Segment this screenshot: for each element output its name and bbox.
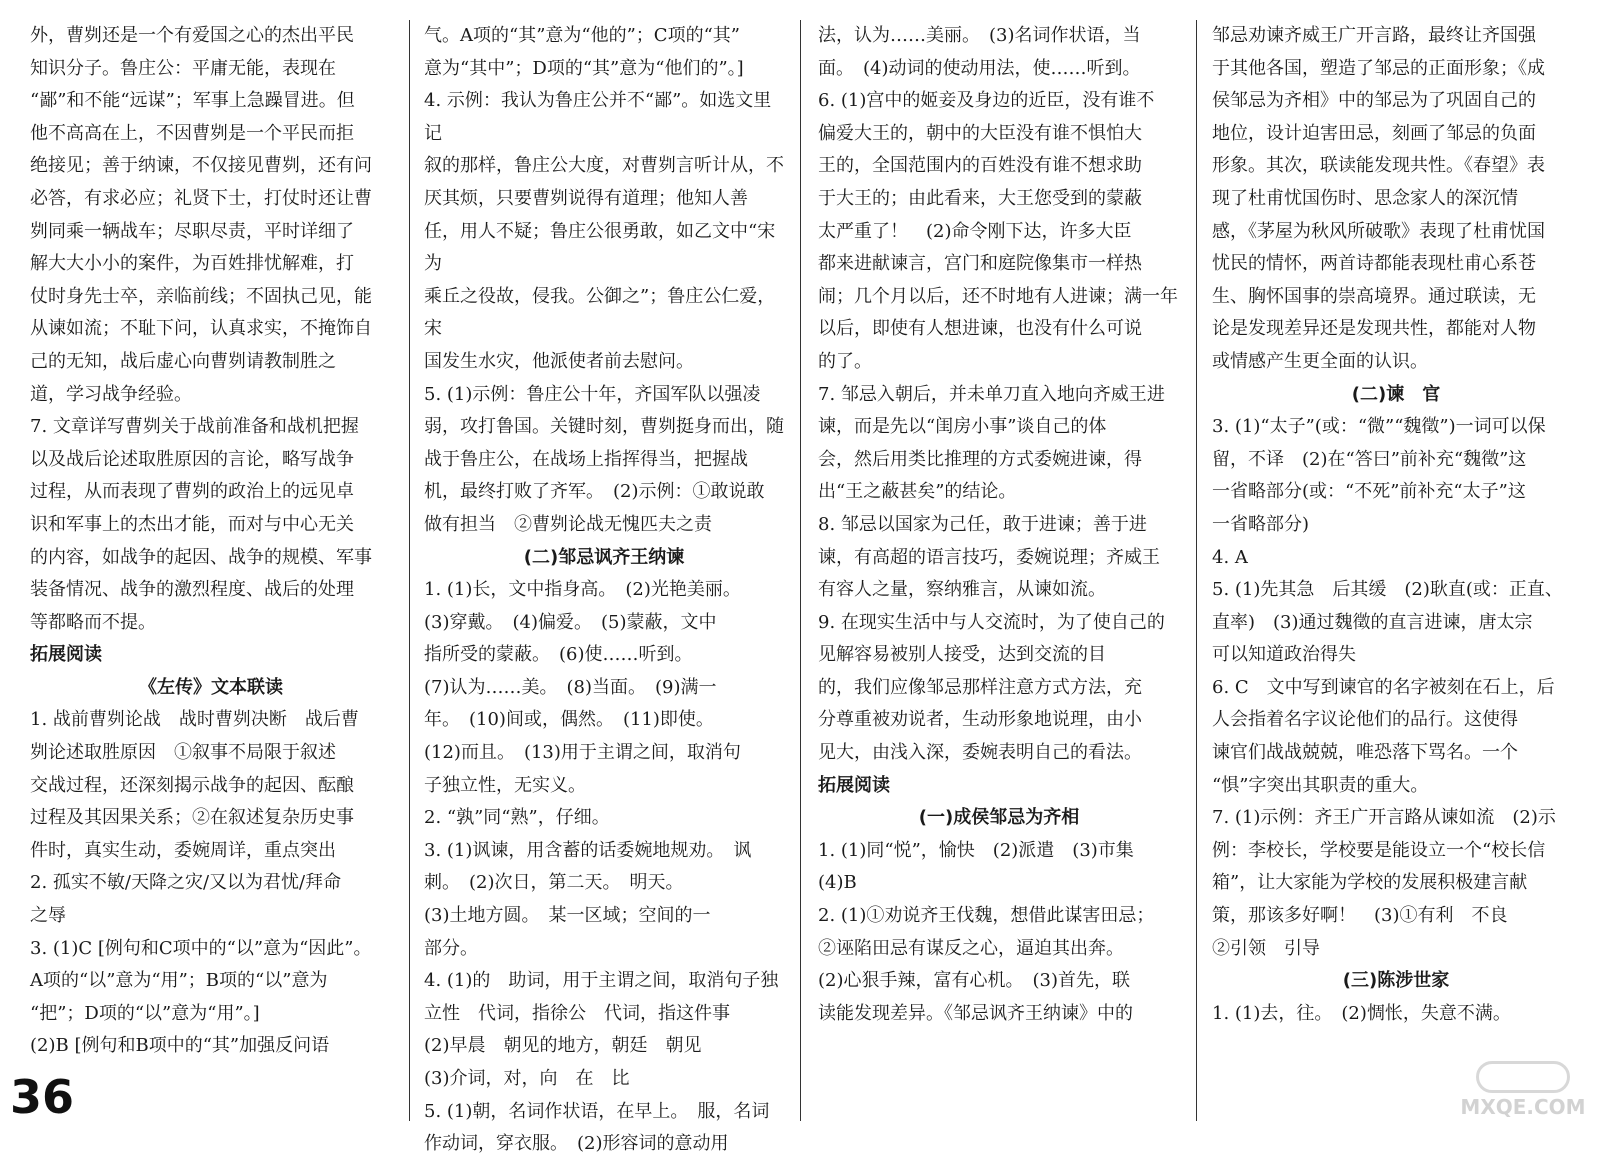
text-line: A项的“以”意为“用”；B项的“以”意为 [30, 970, 328, 992]
text-line: 以后，即使有人想进谏，也没有什么可说 [818, 318, 1142, 340]
text-line: 现了杜甫忧国伤时、思念家人的深沉情 [1212, 187, 1518, 209]
text-line: 以及战后论述取胜原因的言论，略写战争 [30, 448, 354, 470]
text-line: (2)心狠手辣，富有心机。 (3)首先，联 [818, 970, 1130, 992]
text-line: 见解容易被别人接受，达到交流的目 [818, 644, 1106, 666]
text-line: 侯邹忌为齐相》中的邹忌为了巩固自己的 [1212, 90, 1536, 112]
text-line: 识和军事上的杰出才能，而对与中心无关 [30, 513, 354, 535]
text-line: 1. (1)去，往。 (2)惆怅，失意不满。 [1212, 1002, 1511, 1024]
section-heading: (一)成侯邹忌为齐相 [918, 807, 1080, 829]
text-line: 过程，从而表现了曹刿的政治上的远见卓 [30, 481, 354, 503]
text-line: 5. (1)先其急 后其缓 (2)耿直(或：正直、 [1212, 579, 1563, 601]
text-line: 装备情况、战争的激烈程度、战后的处理 [30, 579, 354, 601]
page-number: 36 [10, 1070, 75, 1124]
text-line: (3)土地方圆。 某一区域；空间的一 [424, 905, 711, 927]
column-divider [800, 20, 801, 1121]
text-line: 1. 战前曹刿论战 战时曹刿决断 战后曹 [30, 709, 359, 731]
text-line: 年。 (10)间或，偶然。 (11)即使。 [424, 709, 714, 731]
text-line: 指所受的蒙蔽。 (6)使……听到。 [424, 644, 693, 666]
text-line: 战于鲁庄公，在战场上指挥得当，把握战 [424, 448, 748, 470]
text-line: “鄙”和不能“远谋”；军事上急躁冒进。但 [30, 90, 355, 112]
text-line: 过程及其因果关系；②在叙述复杂历史事 [30, 807, 354, 829]
text-line: 于其他各国，塑造了邹忌的正面形象；《成 [1212, 57, 1545, 79]
text-line: 刺。 (2)次日，第二天。 明天。 [424, 872, 684, 894]
text-line: (12)而且。 (13)用于主谓之间，取消句 [424, 742, 741, 764]
text-line: 闹；几个月以后，还不时地有人进谏；满一年 [818, 285, 1178, 307]
text-line: ②引领 引导 [1212, 937, 1320, 959]
text-line: 己的无知，战后虚心向曹刿请教制胜之 [30, 350, 336, 372]
text-line: 太严重了！ (2)命令刚下达，许多大臣 [818, 220, 1132, 242]
section-label: 拓展阅读 [818, 774, 890, 796]
text-line: 的了。 [818, 350, 872, 372]
text-line: 直率) (3)通过魏徵的直言进谏，唐太宗 [1212, 611, 1533, 633]
text-line: 任，用人不疑；鲁庄公很勇敢，如乙文中“宋为 [424, 220, 776, 275]
text-line: 2. 孤实不敏/天降之灾/又以为君忧/拜命 [30, 872, 342, 894]
section-heading: (二)邹忌讽齐王纳谏 [523, 546, 685, 568]
text-line: 厌其烦，只要曹刿说得有道理；他知人善 [424, 187, 748, 209]
watermark-icon [1476, 1061, 1570, 1093]
text-line: (3)穿戴。 (4)偏爱。 (5)蒙蔽，文中 [424, 611, 717, 633]
text-line: 3. (1)“太子”(或：“微”“魏徵”)一词可以保 [1212, 416, 1546, 438]
text-line: 仗时身先士卒，亲临前线；不固执己见，能 [30, 285, 372, 307]
text-line: 人会指着名字议论他们的品行。这使得 [1212, 709, 1518, 731]
column-1 [30, 20, 392, 1063]
text-line: 偏爱大王的，朝中的大臣没有谁不惧怕大 [818, 122, 1142, 144]
text-line: 一省略部分(或：“不死”前补充“太子”这 [1212, 481, 1526, 503]
text-line: 7. (1)示例：齐王广开言路从谏如流 (2)示 [1212, 807, 1556, 829]
text-line: 2. (1)①劝说齐王伐魏，想借此谋害田忌； [818, 905, 1155, 927]
text-line: (3)介词，对，向 在 比 [424, 1068, 630, 1089]
text-line: 论是发现差异还是发现共性，都能对人物 [1212, 318, 1536, 340]
text-line: 知识分子。鲁庄公：平庸无能，表现在 [30, 57, 336, 79]
text-line: 读能发现差异。《邹忌讽齐王纳谏》中的 [818, 1002, 1133, 1024]
text-line: 之辱 [30, 905, 66, 927]
text-line: 的内容，如战争的起因、战争的规模、军事 [30, 546, 372, 568]
watermark-logo [1460, 1061, 1586, 1119]
text-line: 于大王的；由此看来，大王您受到的蒙蔽 [818, 187, 1142, 209]
text-line: 3. (1)C [例句和C项中的“以”意为“因此”。 [30, 937, 372, 959]
text-line: (7)认为……美。 (8)当面。 (9)满一 [424, 676, 717, 698]
text-line: 5. (1)示例：鲁庄公十年，齐国军队以强凌 [424, 383, 761, 405]
text-line: 刿同乘一辆战车；尽职尽责，平时详细了 [30, 220, 354, 242]
text-line: 绝接见；善于纳谏，不仅接见曹刿，还有问 [30, 155, 372, 177]
section-heading: (三)陈涉世家 [1342, 970, 1450, 992]
text-line: 刿论述取胜原因 ①叙事不局限于叙述 [30, 742, 336, 764]
text-line: 面。 (4)动词的使动用法，使……听到。 [818, 57, 1141, 79]
text-line: 做有担当 ②曹刿论战无愧匹夫之责 [424, 513, 712, 535]
text-line: 道，学习战争经验。 [30, 383, 192, 405]
text-line: 谏，而是先以“闺房小事”谈自己的体 [818, 416, 1107, 438]
text-line: 忧民的情怀，两首诗都能表现杜甫心系苍 [1212, 253, 1536, 275]
column-divider [1196, 20, 1197, 1121]
text-line: 1. (1)长，文中指身高。 (2)光艳美丽。 [424, 579, 741, 601]
text-line: 部分。 [424, 937, 478, 959]
text-line: 谏，有高超的语言技巧，委婉说理；齐威王 [818, 546, 1160, 568]
text-line: 见大，由浅入深，委婉表明自己的看法。 [818, 742, 1142, 764]
text-line: 8. 邹忌以国家为己任，敢于进谏；善于进 [818, 513, 1147, 535]
text-line: 6. (1)宫中的姬妾及身边的近臣，没有谁不 [818, 90, 1155, 112]
text-line: 叙的那样，鲁庄公大度，对曹刿言听计从，不 [424, 155, 784, 177]
text-line: 交战过程，还深刻揭示战争的起因、酝酿 [30, 774, 354, 796]
text-line: 谏官们战战兢兢，唯恐落下骂名。一个 [1212, 742, 1518, 764]
text-line: 7. 邹忌入朝后，并未单刀直入地向齐威王进 [818, 383, 1165, 405]
text-line: 或情感产生更全面的认识。 [1212, 350, 1428, 372]
text-line: 解大大小小的案件，为百姓排忧解难，打 [30, 253, 354, 275]
text-line: 有容人之量，察纳雅言，从谏如流。 [818, 579, 1106, 601]
text-line: 的，我们应像邹忌那样注意方式方法，充 [818, 676, 1142, 698]
text-line: 7. 文章详写曹刿关于战前准备和战机把握 [30, 416, 359, 438]
text-line: 件时，真实生动，委婉周详，重点突出 [30, 839, 336, 861]
watermark-text: MXQE.COM [1460, 1095, 1586, 1119]
text-line: 法，认为……美丽。 (3)名词作状语，当 [818, 25, 1141, 46]
text-line: 地位，设计迫害田忌，刻画了邹忌的负面 [1212, 122, 1536, 144]
text-line: (2)早晨 朝见的地方，朝廷 朝见 [424, 1035, 702, 1057]
column-3 [818, 20, 1180, 1030]
text-line: ②诬陷田忌有谋反之心，逼迫其出奔。 [818, 937, 1124, 959]
text-line: 子独立性，无实义。 [424, 774, 586, 796]
text-line: 出“王之蔽甚矣”的结论。 [818, 481, 1017, 503]
text-line: 4. A [1212, 546, 1248, 568]
text-line: 形象。其次，联读能发现共性。《春望》表 [1212, 155, 1545, 177]
text-line: 策，那该多好啊！ (3)①有利 不良 [1212, 905, 1508, 927]
text-line: 9. 在现实生活中与人交流时，为了使自己的 [818, 611, 1165, 633]
text-line: 必答，有求必应；礼贤下士，打仗时还让曹 [30, 187, 372, 209]
column-4 [1212, 20, 1580, 1030]
text-line: 乘丘之役故，侵我。公御之”；鲁庄公仁爱，宋 [424, 285, 776, 340]
column-2 [424, 20, 784, 1161]
text-line: 4. (1)的 助词，用于主谓之间，取消句子独 [424, 970, 779, 992]
text-line: 意为“其中”；D项的“其”意为“他们的”。] [424, 57, 744, 79]
text-line: (2)B [例句和B项中的“其”加强反问语 [30, 1035, 330, 1057]
text-line: 从谏如流；不耻下问，认真求实，不掩饰自 [30, 318, 372, 340]
text-line: 可以知道政治得失 [1212, 644, 1356, 666]
section-label: 拓展阅读 [30, 644, 102, 666]
text-line: “把”；D项的“以”意为“用”。] [30, 1002, 260, 1024]
text-line: 感，《茅屋为秋风所破歌》表现了杜甫忧国 [1212, 220, 1545, 242]
section-heading: 《左传》文本联读 [139, 676, 283, 698]
text-line: 作动词，穿衣服。 (2)形容词的意动用 [424, 1133, 729, 1155]
section-heading: (二)谏 官 [1351, 383, 1441, 405]
text-line: “惧”字突出其职责的重大。 [1212, 774, 1429, 796]
text-line: 机，最终打败了齐军。 (2)示例：①敢说敢 [424, 481, 765, 503]
text-line: 4. 示例：我认为鲁庄公并不“鄙”。如选文里记 [424, 90, 772, 144]
text-line: 5. (1)朝，名词作状语，在早上。 服，名词 [424, 1100, 770, 1122]
text-line: 王的，全国范围内的百姓没有谁不想求助 [818, 155, 1142, 177]
text-line: 等都略而不提。 [30, 611, 156, 633]
text-line: (4)B [818, 872, 857, 894]
text-line: 3. (1)讽谏，用含蓄的话委婉地规劝。 讽 [424, 839, 752, 861]
text-line: 生、胸怀国事的崇高境界。通过联读，无 [1212, 285, 1536, 307]
text-line: 他不高高在上，不因曹刿是一个平民而拒 [30, 122, 354, 144]
column-divider [409, 20, 410, 1121]
text-line: 国发生水灾，他派使者前去慰问。 [424, 350, 694, 372]
text-line: 都来进献谏言，宫门和庭院像集市一样热 [818, 253, 1142, 275]
text-line: 例：李校长，学校要是能设立一个“校长信 [1212, 839, 1546, 861]
text-line: 1. (1)同“悦”，愉快 (2)派遣 (3)市集 [818, 839, 1134, 861]
text-line: 一省略部分) [1212, 513, 1310, 535]
text-line: 留，不译 (2)在“答曰”前补充“魏徵”这 [1212, 448, 1527, 470]
text-line: 立性 代词，指徐公 代词，指这件事 [424, 1002, 730, 1024]
text-line: 外，曹刿还是一个有爱国之心的杰出平民 [30, 25, 354, 46]
text-line: 会，然后用类比推理的方式委婉进谏，得 [818, 448, 1142, 470]
text-line: 分尊重被劝说者，生动形象地说理，由小 [818, 709, 1142, 731]
text-line: 2. “孰”同“熟”，仔细。 [424, 807, 610, 829]
text-line: 箱”，让大家能为学校的发展积极建言献 [1212, 872, 1528, 894]
text-line: 弱，攻打鲁国。关键时刻，曹刿挺身而出，随 [424, 416, 784, 438]
text-line: 气。A项的“其”意为“他的”；C项的“其” [424, 25, 740, 46]
text-line: 6. C 文中写到谏官的名字被刻在石上，后 [1212, 676, 1555, 698]
text-line: 邹忌劝谏齐威王广开言路，最终让齐国强 [1212, 25, 1536, 46]
